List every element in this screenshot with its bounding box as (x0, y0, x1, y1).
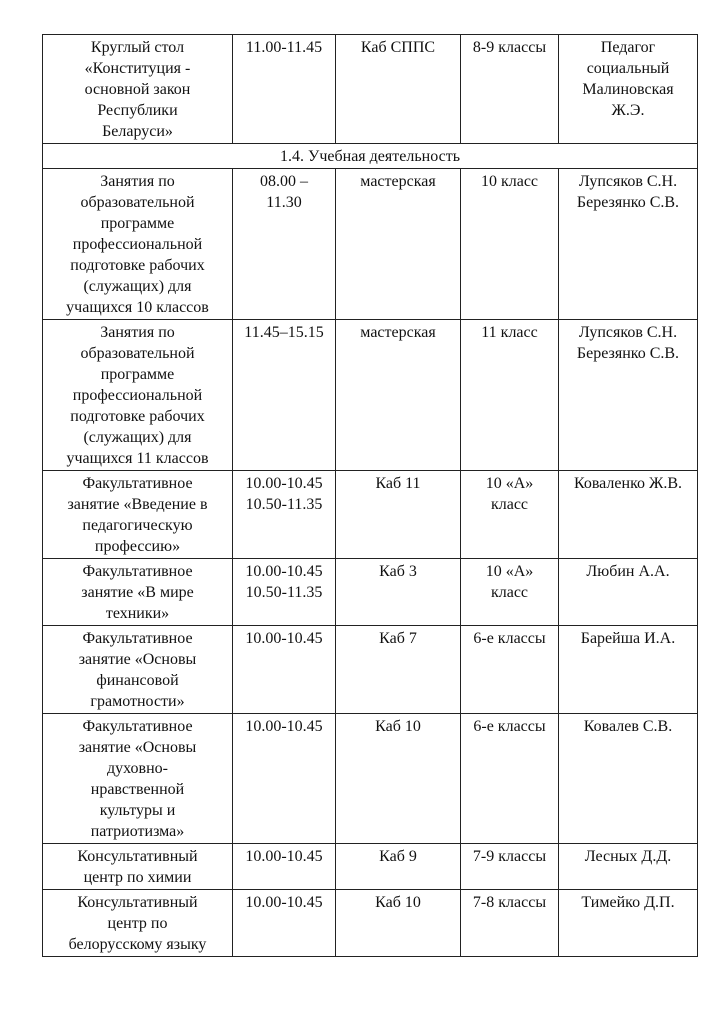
place-cell (336, 471, 461, 559)
event-cell-text: профессию» (94, 538, 181, 555)
time-cell (233, 559, 336, 626)
event-cell-text: занятие «Основы (78, 739, 197, 756)
responsible-cell (559, 320, 698, 471)
event-cell-text: профессиональной (72, 387, 203, 404)
participants-cell (461, 169, 559, 320)
time-cell-text: 10.00-10.45 (245, 630, 323, 647)
responsible-cell (559, 626, 698, 714)
time-cell (233, 471, 336, 559)
event-cell-text: техники» (105, 605, 170, 622)
participants-cell-text: класс (490, 584, 529, 601)
event-cell (43, 844, 233, 890)
event-cell-text: грамотности» (90, 693, 185, 710)
responsible-cell (559, 559, 698, 626)
time-cell-text: 11.30 (266, 194, 302, 211)
responsible-cell-text: Ковалев С.В. (583, 718, 673, 735)
event-cell-text: (служащих) для (83, 278, 192, 295)
table-row (43, 471, 698, 559)
time-cell (233, 35, 336, 144)
event-cell-text: образовательной (80, 194, 195, 211)
time-cell-text: 11.00-11.45 (245, 39, 323, 56)
event-cell-text: учащихся 10 классов (66, 299, 209, 316)
place-cell (336, 844, 461, 890)
table-row (43, 169, 698, 320)
responsible-cell (559, 471, 698, 559)
event-cell-text: финансовой (96, 672, 179, 689)
time-cell (233, 890, 336, 957)
participants-cell (461, 320, 559, 471)
place-cell-text: Каб 10 (375, 718, 421, 735)
event-cell-text: Занятия по (100, 324, 175, 341)
event-cell-text: Факультативное (82, 630, 193, 647)
place-cell-text: мастерская (360, 173, 436, 190)
responsible-cell-text: Березянко С.В. (576, 345, 680, 362)
place-cell-text: Каб 11 (375, 475, 421, 492)
event-cell-text: Занятия по (100, 173, 175, 190)
schedule-table-body (43, 35, 698, 957)
table-row (43, 714, 698, 844)
participants-cell (461, 559, 559, 626)
place-cell (336, 626, 461, 714)
responsible-cell-text: Лупсяков С.Н. (578, 173, 678, 190)
event-cell-text: образовательной (80, 345, 195, 362)
event-cell-text: Факультативное (82, 563, 193, 580)
responsible-cell-text: Лупсяков С.Н. (578, 324, 678, 341)
event-cell-text: центр по химии (83, 869, 192, 886)
participants-cell (461, 626, 559, 714)
event-cell-text: учащихся 11 классов (66, 450, 209, 467)
place-cell (336, 714, 461, 844)
participants-cell-text: 7-8 классы (472, 894, 547, 911)
place-cell (336, 35, 461, 144)
place-cell (336, 559, 461, 626)
event-cell-text: Беларуси» (102, 123, 173, 140)
event-cell-text: программе (100, 366, 175, 383)
responsible-cell-text: Коваленко Ж.В. (573, 475, 683, 492)
time-cell-text: 08.00 – (260, 173, 308, 190)
responsible-cell-text: Лесных Д.Д. (584, 848, 672, 865)
event-cell (43, 320, 233, 471)
time-cell (233, 714, 336, 844)
event-cell-text: занятие «В мире (81, 584, 194, 601)
responsible-cell-text: Любин А.А. (586, 563, 670, 580)
event-cell (43, 626, 233, 714)
time-cell-text: 10.50-11.35 (245, 496, 323, 513)
section-row (43, 144, 698, 169)
participants-cell (461, 471, 559, 559)
participants-cell-text: 10 «А» (485, 563, 534, 580)
event-cell-text: основной закон (84, 81, 191, 98)
event-cell-text: Круглый стол (90, 39, 185, 56)
participants-cell-text: 8-9 классы (472, 39, 547, 56)
event-cell-text: духовно- (107, 760, 168, 777)
participants-cell-text: 10 класс (480, 173, 539, 190)
event-cell (43, 169, 233, 320)
time-cell (233, 320, 336, 471)
event-cell (43, 35, 233, 144)
event-cell-text: Факультативное (82, 475, 193, 492)
place-cell (336, 169, 461, 320)
time-cell-text: 10.00-10.45 (245, 718, 323, 735)
table-row (43, 35, 698, 144)
event-cell-text: белорусскому языку (68, 936, 207, 953)
table-row (43, 559, 698, 626)
place-cell-text: Каб СППС (360, 39, 436, 56)
event-cell-text: подготовке рабочих (70, 408, 205, 425)
participants-cell-text: класс (490, 496, 529, 513)
place-cell-text: Каб 3 (379, 563, 417, 580)
time-cell-text: 10.00-10.45 (245, 563, 323, 580)
participants-cell-text: 7-9 классы (472, 848, 547, 865)
event-cell (43, 890, 233, 957)
event-cell-text: Республики (97, 102, 178, 119)
participants-cell (461, 714, 559, 844)
participants-cell (461, 890, 559, 957)
participants-cell-text: 10 «А» (485, 475, 534, 492)
participants-cell-text: 11 класс (481, 324, 538, 341)
participants-cell (461, 35, 559, 144)
responsible-cell-text: Тимейко Д.П. (581, 894, 675, 911)
responsible-cell-text: Ж.Э. (611, 102, 645, 119)
event-cell-text: культуры и (99, 802, 176, 819)
place-cell (336, 320, 461, 471)
event-cell-text: «Конституция - (84, 60, 191, 77)
event-cell-text: центр по (107, 915, 168, 932)
place-cell-text: Каб 9 (379, 848, 417, 865)
event-cell-text: программе (100, 215, 175, 232)
table-row (43, 320, 698, 471)
event-cell-text: Факультативное (82, 718, 193, 735)
event-cell-text: Консультативный (77, 848, 198, 865)
event-cell-text: (служащих) для (83, 429, 192, 446)
time-cell-text: 10.00-10.45 (245, 894, 323, 911)
schedule-table (42, 34, 698, 957)
event-cell (43, 471, 233, 559)
time-cell-text: 10.00-10.45 (245, 475, 323, 492)
place-cell (336, 890, 461, 957)
responsible-cell-text: Березянко С.В. (576, 194, 680, 211)
participants-cell-text: 6-е классы (473, 630, 546, 647)
time-cell (233, 626, 336, 714)
responsible-cell-text: Барейша И.А. (580, 630, 676, 647)
event-cell-text: педагогическую (82, 517, 193, 534)
responsible-cell (559, 714, 698, 844)
place-cell-text: Каб 7 (379, 630, 417, 647)
responsible-cell (559, 169, 698, 320)
time-cell-text: 10.50-11.35 (245, 584, 323, 601)
event-cell-text: профессиональной (72, 236, 203, 253)
time-cell-text: 10.00-10.45 (245, 848, 323, 865)
event-cell-text: Консультативный (77, 894, 198, 911)
place-cell-text: мастерская (360, 324, 436, 341)
place-cell-text: Каб 10 (375, 894, 421, 911)
event-cell-text: подготовке рабочих (70, 257, 205, 274)
table-row (43, 626, 698, 714)
event-cell (43, 559, 233, 626)
table-row (43, 844, 698, 890)
responsible-cell (559, 35, 698, 144)
event-cell-text: нравственной (90, 781, 185, 798)
event-cell-text: занятие «Введение в (67, 496, 208, 513)
event-cell-text: занятие «Основы (78, 651, 197, 668)
responsible-cell-text: Педагог (600, 39, 656, 56)
event-cell-text: патриотизма» (90, 823, 185, 840)
responsible-cell (559, 890, 698, 957)
responsible-cell (559, 844, 698, 890)
event-cell (43, 714, 233, 844)
participants-cell (461, 844, 559, 890)
section-title: 1.4. Учебная деятельность (43, 144, 698, 169)
participants-cell-text: 6-е классы (473, 718, 546, 735)
responsible-cell-text: Малиновская (582, 81, 674, 98)
time-cell (233, 844, 336, 890)
table-row (43, 890, 698, 957)
time-cell-text: 11.45–15.15 (244, 324, 324, 341)
responsible-cell-text: социальный (586, 60, 670, 77)
time-cell (233, 169, 336, 320)
